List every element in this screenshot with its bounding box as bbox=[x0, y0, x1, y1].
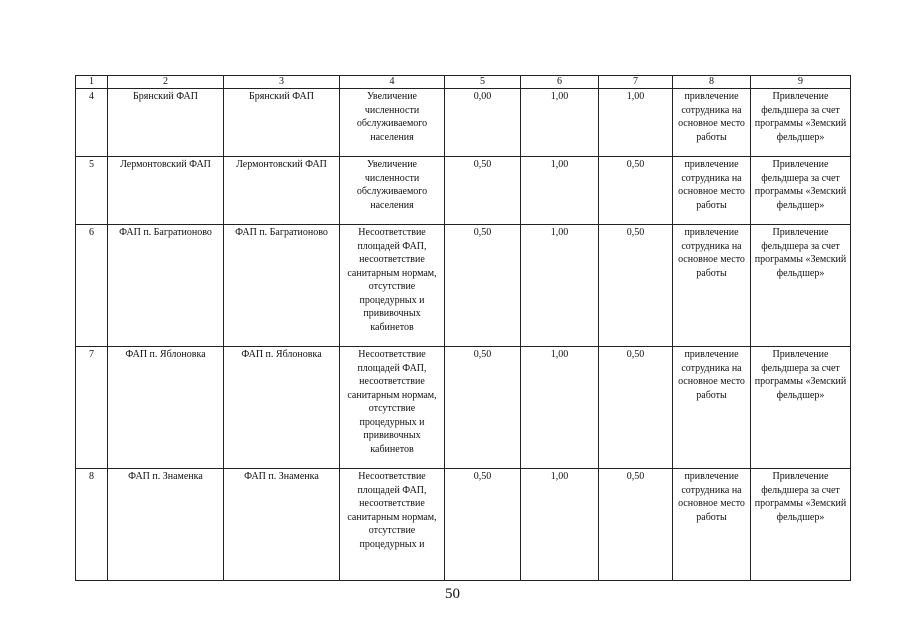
value-col6: 1,00 bbox=[521, 157, 599, 225]
table-row bbox=[76, 225, 851, 347]
header-cell: 9 bbox=[751, 76, 851, 89]
value-col7: 0,50 bbox=[599, 469, 673, 581]
value-col6: 1,00 bbox=[521, 225, 599, 347]
row-number: 8 bbox=[76, 469, 108, 581]
page-number: 50 bbox=[445, 586, 460, 602]
row-number: 7 bbox=[76, 347, 108, 469]
measure-cell: привлечение сотрудника на основное место работы bbox=[673, 89, 751, 157]
value-col7: 1,00 bbox=[599, 89, 673, 157]
measure-cell: привлечение сотрудника на основное место работы bbox=[673, 347, 751, 469]
value-col5: 0,50 bbox=[445, 157, 521, 225]
value-col6: 1,00 bbox=[521, 469, 599, 581]
row-number: 5 bbox=[76, 157, 108, 225]
table-row bbox=[76, 89, 851, 157]
facility-object: ФАП п. Яблоновка bbox=[224, 347, 340, 469]
facility-object: Лермонтовский ФАП bbox=[224, 157, 340, 225]
header-cell: 1 bbox=[76, 76, 108, 89]
table-header-row bbox=[76, 76, 851, 89]
facility-name: ФАП п. Знаменка bbox=[108, 469, 224, 581]
table-row bbox=[76, 157, 851, 225]
header-cell: 8 bbox=[673, 76, 751, 89]
header-cell: 7 bbox=[599, 76, 673, 89]
program-cell: Привлечение фельдшера за счет программы «Земский фельдшер» bbox=[751, 89, 851, 157]
program-cell: Привлечение фельдшера за счет программы «Земский фельдшер» bbox=[751, 157, 851, 225]
measure-cell: привлечение сотрудника на основное место работы bbox=[673, 157, 751, 225]
measure-cell: привлечение сотрудника на основное место работы bbox=[673, 225, 751, 347]
program-cell: Привлечение фельдшера за счет программы «Земский фельдшер» bbox=[751, 469, 851, 581]
measure-cell: привлечение сотрудника на основное место работы bbox=[673, 469, 751, 581]
value-col6: 1,00 bbox=[521, 89, 599, 157]
reason-cell: Увеличение численности обслуживаемого населения bbox=[340, 89, 445, 157]
header-cell: 5 bbox=[445, 76, 521, 89]
program-cell: Привлечение фельдшера за счет программы «Земский фельдшер» bbox=[751, 347, 851, 469]
facility-object: Брянский ФАП bbox=[224, 89, 340, 157]
table-row bbox=[76, 347, 851, 469]
value-col5: 0,00 bbox=[445, 89, 521, 157]
facility-object: ФАП п. Багратионово bbox=[224, 225, 340, 347]
header-cell: 2 bbox=[108, 76, 224, 89]
reason-cell: Несоответствие площадей ФАП, несоответствие санитарным нормам, отсутствие процедурных и прививочных кабинетов bbox=[340, 225, 445, 347]
reason-cell: Несоответствие площадей ФАП, несоответствие санитарным нормам, отсутствие процедурных и прививочных кабинетов bbox=[340, 347, 445, 469]
value-col5: 0,50 bbox=[445, 225, 521, 347]
facility-name: Лермонтовский ФАП bbox=[108, 157, 224, 225]
facility-name: ФАП п. Багратионово bbox=[108, 225, 224, 347]
program-cell: Привлечение фельдшера за счет программы «Земский фельдшер» bbox=[751, 225, 851, 347]
row-number: 6 bbox=[76, 225, 108, 347]
value-col5: 0,50 bbox=[445, 347, 521, 469]
reason-cell: Увеличение численности обслуживаемого населения bbox=[340, 157, 445, 225]
row-number: 4 bbox=[76, 89, 108, 157]
value-col5: 0,50 bbox=[445, 469, 521, 581]
value-col7: 0,50 bbox=[599, 157, 673, 225]
value-col7: 0,50 bbox=[599, 225, 673, 347]
value-col7: 0,50 bbox=[599, 347, 673, 469]
header-cell: 6 bbox=[521, 76, 599, 89]
value-col6: 1,00 bbox=[521, 347, 599, 469]
facility-object: ФАП п. Знаменка bbox=[224, 469, 340, 581]
table-row bbox=[76, 469, 851, 581]
facility-name: ФАП п. Яблоновка bbox=[108, 347, 224, 469]
reason-cell: Несоответствие площадей ФАП, несоответствие санитарным нормам, отсутствие процедурных и bbox=[340, 469, 445, 581]
facility-name: Брянский ФАП bbox=[108, 89, 224, 157]
header-cell: 3 bbox=[224, 76, 340, 89]
data-table bbox=[75, 75, 851, 581]
header-cell: 4 bbox=[340, 76, 445, 89]
